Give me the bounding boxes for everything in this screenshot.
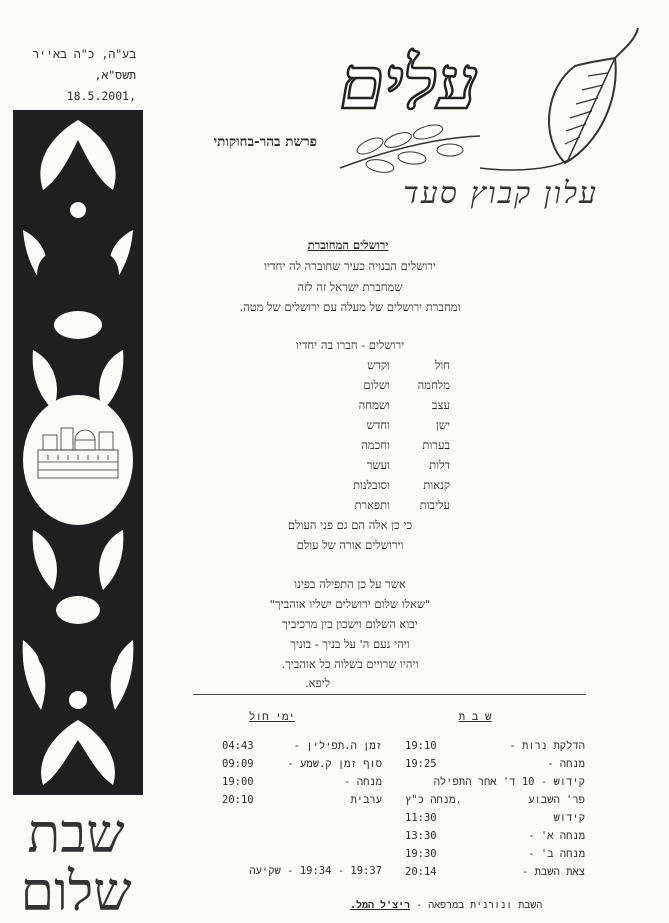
schedule-label: הדלקת נרות - bbox=[509, 740, 585, 752]
footer-note bbox=[350, 900, 542, 912]
schedule-label: קידוש - 10 ד' אחר התפילה bbox=[433, 776, 585, 788]
shabbat-word: שבת bbox=[27, 802, 125, 865]
pair-word: בערות bbox=[422, 438, 450, 452]
weekday-schedule bbox=[222, 740, 382, 812]
schedule-label: זמן ה.תפילין - bbox=[293, 740, 382, 752]
schedule-label: פר' השבוע bbox=[528, 794, 585, 806]
poem-line: שמחברת ישראל זה לזה bbox=[297, 280, 403, 294]
pair-word: דלות bbox=[429, 458, 450, 472]
pair-word: ושמחה bbox=[358, 398, 390, 412]
poem-line: אשר על כן התפילה בפינו bbox=[294, 577, 406, 591]
schedule-row bbox=[405, 794, 585, 812]
gregorian-date: ,18.5.2001 bbox=[66, 89, 136, 103]
pair-word: וחדש bbox=[366, 418, 390, 432]
schedule-time: 19:00 bbox=[222, 776, 254, 788]
schedule-row bbox=[405, 830, 585, 848]
leaf-logo bbox=[320, 18, 640, 188]
pair-word: ותפארת bbox=[354, 498, 390, 512]
schedule-row bbox=[222, 776, 382, 794]
poem-pair bbox=[300, 458, 450, 472]
schedule-time: מנחה כ"ץ. bbox=[405, 794, 462, 806]
schedule-label: ערבית bbox=[350, 794, 382, 806]
schedule-time: 04:43 bbox=[222, 740, 254, 752]
pair-word: וקדש bbox=[367, 358, 390, 372]
schedule-label: מנחה - bbox=[344, 776, 382, 788]
poem-line: יבוא השלום וישכון בין מרכיביך bbox=[282, 617, 418, 631]
schedule-row bbox=[405, 776, 585, 794]
pair-word: וחכמה bbox=[361, 438, 390, 452]
poem-pair bbox=[300, 378, 450, 392]
schedule-label: סוף זמן ק.שמע - bbox=[287, 758, 382, 770]
schedule-time: 20:14 bbox=[405, 866, 437, 878]
schedule-time: 11:30 bbox=[405, 812, 437, 824]
schedule-time: 19:25 bbox=[405, 758, 437, 770]
schedule-time: 09:09 bbox=[222, 758, 254, 770]
schedule-time: 20:10 bbox=[222, 794, 254, 806]
schedule-row bbox=[405, 848, 585, 866]
pair-word: ושלום bbox=[363, 378, 390, 392]
poem-line: ירושלים - חברו בה יחדיו bbox=[295, 338, 405, 352]
sunset-times: 19:37 - 19:34 - שקיעה bbox=[249, 865, 382, 877]
poem-line: כי כן אלה הם גם פני העולם bbox=[287, 518, 413, 532]
poem-line: וירושלים אורה של עולם bbox=[296, 538, 404, 552]
poem-line: ומחברת ירושלים של מעלה עם ירושלים של מטה. bbox=[239, 300, 461, 314]
pair-word: וסובלנות bbox=[352, 478, 390, 492]
decorative-panel bbox=[13, 110, 143, 795]
poem-pair bbox=[300, 358, 450, 372]
schedule-row bbox=[405, 866, 585, 884]
schedule-row bbox=[222, 794, 382, 812]
schedule-label: מנחה א' - bbox=[528, 830, 585, 842]
shabbat-shalom-text bbox=[6, 802, 146, 923]
footer-name: ריצ'ל המל. bbox=[350, 900, 411, 911]
pair-word: קנאות bbox=[423, 478, 450, 492]
schedule-row bbox=[222, 758, 382, 776]
poem-pair bbox=[300, 478, 450, 492]
pair-word: חול bbox=[434, 358, 450, 372]
parasha-name: פרשת בהר-בחוקותי bbox=[213, 134, 317, 150]
weekday-heading: ימי חול bbox=[248, 710, 296, 723]
poem-line: ויהיו שרויים בשלוה כל אוהביך. bbox=[281, 657, 419, 671]
shabbat-heading: ש ב ת bbox=[458, 710, 492, 723]
poem-line: ירושלים הבנויה כעיר שחוברה לה יחדיו bbox=[264, 259, 436, 273]
schedule-time: 19:10 bbox=[405, 740, 437, 752]
poem-title: ירושלים המחוברת bbox=[307, 238, 389, 252]
section-divider bbox=[193, 694, 586, 695]
schedule-label: צאת השבת - bbox=[521, 866, 585, 878]
pair-word: עליבות bbox=[419, 498, 450, 512]
schedule-label: מנחה ב' - bbox=[528, 848, 585, 860]
newsletter-subtitle: עלון קבוץ סעד bbox=[403, 176, 598, 211]
poem-signature: ליפא. bbox=[305, 676, 330, 690]
hebrew-date: בע"ה, כ"ה באייר תשס"א, bbox=[32, 47, 136, 82]
poem-pair bbox=[300, 498, 450, 512]
pair-word: עצב bbox=[431, 398, 450, 412]
schedule-row bbox=[405, 740, 585, 758]
logo-lettering: עלים bbox=[340, 40, 479, 125]
pair-word: ישן bbox=[435, 418, 450, 432]
shabbat-schedule bbox=[405, 740, 585, 884]
poem-pair bbox=[300, 418, 450, 432]
schedule-time: 19:30 bbox=[405, 848, 437, 860]
poem-line: ויהי נעם ה' על בניך - בוניך bbox=[290, 637, 410, 651]
poem-pair bbox=[300, 398, 450, 412]
poem-line: "שאלו שלום ירושלים ישליו אוהביך" bbox=[269, 597, 431, 611]
schedule-row bbox=[405, 812, 585, 830]
schedule-time: 13:30 bbox=[405, 830, 437, 842]
pair-word: ועשר bbox=[366, 458, 390, 472]
schedule-label: מנחה - bbox=[547, 758, 585, 770]
schedule-row bbox=[405, 758, 585, 776]
schedule-label: קידוש bbox=[553, 812, 585, 824]
footer-prefix: השבת ונורנית במרפאה - bbox=[416, 900, 543, 911]
schedule-row bbox=[222, 740, 382, 758]
pair-word: מלחמה bbox=[417, 378, 450, 392]
shalom-word: שלום bbox=[20, 860, 132, 923]
poem-pair bbox=[300, 438, 450, 452]
